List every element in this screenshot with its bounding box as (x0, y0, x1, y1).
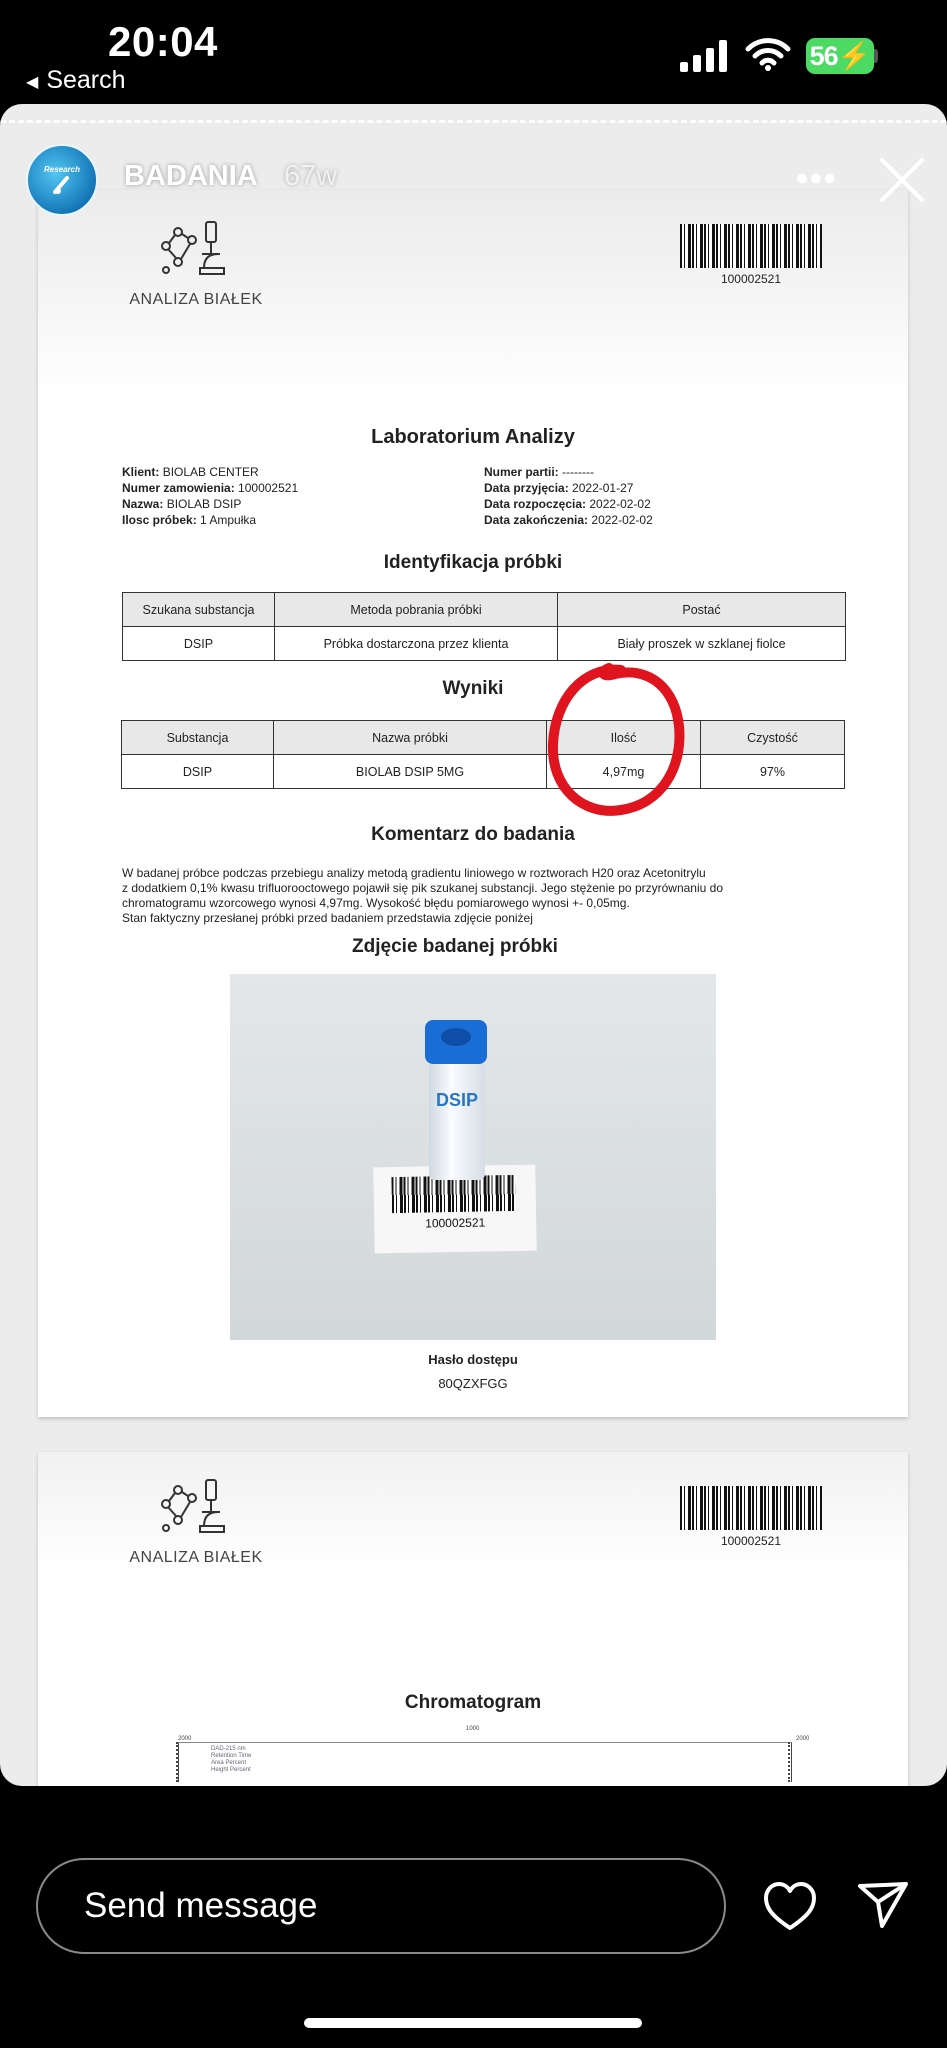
identification-table (122, 592, 846, 661)
legend-item: Height Percent (211, 1767, 251, 1773)
lab-logo-text: ANALIZA BIAŁEK (129, 1549, 263, 1566)
barcode-image (680, 224, 822, 268)
lab-logo (116, 218, 276, 309)
chromatogram-title: Chromatogram (404, 1692, 542, 1713)
table-cell: 4,97mg (547, 755, 701, 789)
table-header-cell: Postać (558, 593, 846, 627)
back-arrow-icon: ◀ (26, 73, 39, 91)
close-icon[interactable] (876, 154, 928, 206)
vial-label: DSIP (435, 1090, 478, 1110)
vial-body (429, 1062, 485, 1180)
photo-title: Zdjęcie badanej próbki (352, 936, 558, 957)
results-table (121, 720, 845, 789)
table-header-row (122, 721, 845, 755)
table-cell: BIOLAB DSIP 5MG (274, 755, 547, 789)
table-header-cell: Nazwa próbki (274, 721, 547, 755)
barcode-number: 100002521 (720, 272, 782, 286)
table-cell: Biały proszek w szklanej fiolce (558, 627, 846, 661)
profile-avatar[interactable] (26, 144, 98, 216)
meta-client: Klient: BIOLAB CENTER (122, 465, 259, 479)
table-header-cell: Metoda pobrania próbki (275, 593, 558, 627)
chromatogram-right-tick: 2000 (796, 1736, 810, 1742)
legend-item: Retention Time (211, 1753, 252, 1759)
table-header-cell: Ilość (547, 721, 701, 755)
chromatogram-top-tick: 1000 (466, 1726, 480, 1732)
meta-right (484, 464, 844, 528)
heart-icon[interactable] (762, 1880, 818, 1934)
table-cell: DSIP (123, 627, 275, 661)
comment-line: chromatogramu wzorcowego wynosi 4,97mg. Wysokość błędu pomiarowego wynosi +- 0,05mg. (122, 896, 630, 910)
comment-line: W badanej próbce podczas przebiegu analizy metodą gradientu liniowego w roztworach H20 oraz Acetonitrylu (122, 866, 706, 880)
identification-title: Identyfikacja próbki (383, 552, 563, 573)
legend-item: Area Percent (211, 1760, 247, 1766)
document-barcode-2 (680, 1486, 822, 1548)
card-number: 100002521 (425, 1215, 486, 1231)
battery-cap (874, 49, 878, 63)
table-header-cell: Szukana substancja (123, 593, 275, 627)
table-cell: Próbka dostarczona przez klienta (275, 627, 558, 661)
battery-level: 56 (809, 40, 838, 71)
back-to-search-link[interactable] (26, 66, 126, 95)
password-label: Hasło dostępu (428, 1352, 518, 1367)
table-header-cell: Czystość (701, 721, 845, 755)
barcode-number: 100002521 (720, 1534, 782, 1548)
comment-line: Stan faktyczny przesłanej próbki przed badaniem przedstawia zdjęcie poniżej (122, 911, 533, 925)
red-marker-circle (543, 660, 691, 820)
lab-logo-2 (116, 1476, 276, 1567)
chromatogram-left-tick: 2000 (178, 1736, 192, 1742)
results-title: Wyniki (442, 678, 504, 699)
table-cell: 97% (701, 755, 845, 789)
table-header-cell: Substancja (122, 721, 274, 755)
more-options-button[interactable]: ••• (796, 160, 838, 198)
table-row (122, 755, 845, 789)
wifi-icon (744, 36, 792, 72)
chromatogram-frame (178, 1742, 792, 1782)
signal-icon (680, 40, 732, 72)
chromatogram-axis-line-2 (178, 1742, 792, 1746)
home-indicator[interactable] (304, 2018, 642, 2028)
meta-batch-number: Numer partii: -------- (484, 465, 594, 479)
document-barcode (680, 224, 822, 286)
story-age: 67w (284, 160, 338, 192)
meta-order-number: Numer zamowienia: 100002521 (122, 481, 299, 495)
chromatogram-left-dotted (176, 1742, 178, 1782)
table-row (123, 627, 846, 661)
lab-logo-text: ANALIZA BIAŁEK (129, 291, 263, 308)
status-time: 20:04 (108, 18, 218, 65)
battery-indicator (806, 38, 874, 74)
chromatogram-legend (211, 1746, 251, 1774)
meta-sample-count: Ilosc próbek: 1 Ampułka (122, 513, 257, 527)
comment-title: Komentarz do badania (371, 824, 575, 845)
sample-photo (230, 974, 716, 1340)
document-page-1 (38, 190, 908, 1417)
charging-bolt-icon: ⚡ (837, 41, 871, 71)
molecule-microscope-icon (156, 218, 236, 280)
test-tube-icon (49, 174, 75, 196)
meta-left (122, 464, 462, 528)
send-icon[interactable] (856, 1878, 910, 1932)
document-page-2 (38, 1452, 908, 1786)
story-viewer[interactable] (0, 104, 947, 1786)
comment-line: z dodatkiem 0,1% kwasu trifluorooctowego pojawił się pik szukanej substancji. Jego stężenie po przyrównaniu do (122, 881, 723, 895)
legend-item: DAD-215 nm (211, 1746, 246, 1752)
molecule-microscope-icon (156, 1476, 236, 1538)
story-progress-bar (0, 120, 947, 123)
table-header-row (123, 593, 846, 627)
document-title: Laboratorium Analizy (371, 426, 575, 448)
meta-end-date: Data zakończenia: 2022-02-02 (484, 513, 653, 527)
meta-start-date: Data rozpoczęcia: 2022-02-02 (484, 497, 651, 511)
password-value: 80QZXFGG (438, 1376, 508, 1391)
chromatogram-right-dotted (788, 1742, 790, 1782)
send-message-placeholder: Send message (84, 1886, 318, 1925)
vial-cap (425, 1020, 487, 1064)
meta-received-date: Data przyjęcia: 2022-01-27 (484, 481, 634, 495)
back-label: Search (46, 66, 126, 94)
meta-name: Nazwa: BIOLAB DSIP (122, 497, 242, 511)
table-cell: DSIP (122, 755, 274, 789)
comment-text (122, 866, 842, 926)
card-barcode-image (391, 1175, 516, 1213)
send-message-input[interactable] (36, 1858, 726, 1954)
barcode-image (680, 1486, 822, 1530)
story-username[interactable]: BADANIA (124, 160, 258, 192)
avatar-text: Research (43, 164, 81, 174)
